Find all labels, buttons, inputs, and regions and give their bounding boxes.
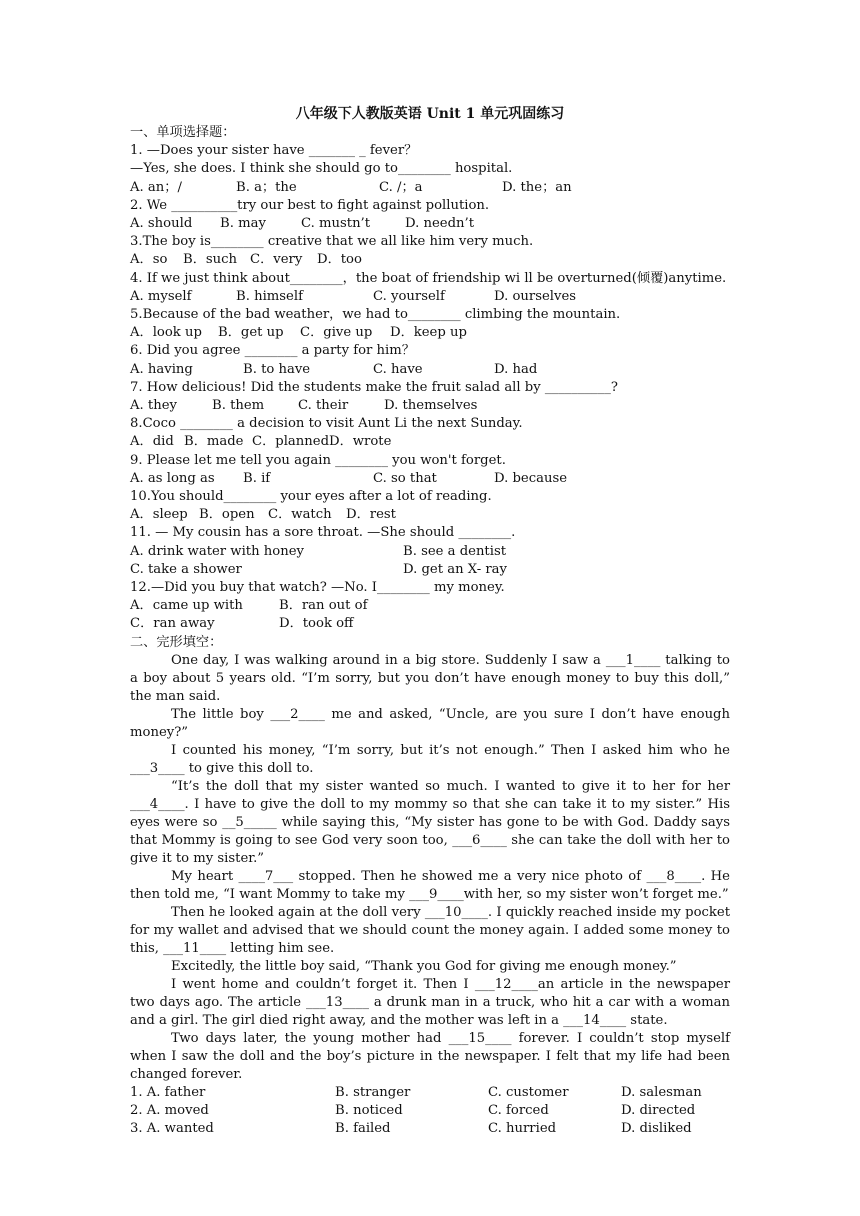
option-d: D．took off [279, 616, 354, 632]
option-b: B. himself [236, 288, 303, 304]
question-1-options [130, 179, 730, 197]
option-d: D．rest [346, 507, 396, 523]
question-3-stem: 3.The boy is________ creative that we all like him very much. [130, 234, 534, 250]
question-12-stem: 12.—Did you buy that watch? —No. I________ my money. [130, 580, 505, 596]
option-a: A. myself [130, 288, 192, 304]
option-a: A. having [130, 361, 193, 377]
option-a: A．came up with [130, 598, 243, 614]
passage-paragraph: I went home and couldn’t forget it. Then I ___12____an article in the newspaper two days ago. The article ___13____ a drunk man in a truck, who hit a car with a woman and a girl. The girl died right away, and the mother was left in a ___14____ state. [130, 976, 730, 1028]
passage-paragraph: The little boy ___2____ me and asked, “Uncle, are you sure I don’t have enough money?” [130, 706, 730, 740]
question-9-stem: 9. Please let me tell you again ________ you won't forget. [130, 452, 506, 468]
question-4-options [130, 288, 730, 306]
option-d: D. get an X- ray [403, 561, 507, 577]
passage-paragraph: Two days later, the young mother had ___15____ forever. I couldn’t stop myself when I saw the doll and the boy’s picture in the newspaper. I felt that my life had been changed forever. [130, 1030, 730, 1082]
option-c: C．ran away [130, 616, 215, 632]
option-b: B．open [199, 507, 255, 523]
option-b: B. them [212, 398, 265, 414]
passage-paragraph: My heart ____7___ stopped. Then he showed me a very nice photo of ___8____. He then told me, “I want Mommy to take my ___9____with her, so my sister won’t forget me.” [130, 868, 730, 902]
question-12-options-row1 [130, 597, 730, 615]
option-d: D. needn’t [405, 216, 475, 232]
option-a: A. drink water with honey [130, 543, 304, 559]
question-8-stem: 8.Coco ________ a decision to visit Aunt Li the next Sunday. [130, 416, 523, 432]
option-c: C. customer [488, 1084, 569, 1100]
option-a: 3. A. wanted [130, 1121, 214, 1137]
passage-paragraph: Excitedly, the little boy said, “Thank you God for giving me enough money.” [171, 958, 677, 974]
option-a: 1. A. father [130, 1084, 206, 1100]
question-3-options [130, 251, 730, 269]
option-b: B. if [243, 470, 271, 486]
question-12-options-row2 [130, 615, 730, 633]
passage-paragraph: I counted his money, “I’m sorry, but it’s not enough.” Then I asked him who he ___3____ to give this doll to. [130, 742, 730, 776]
option-b: B．such [183, 252, 238, 268]
passage-paragraph: One day, I was walking around in a big store. Suddenly I saw a ___1____ talking to a boy about 5 years old. “I’m sorry, but you don’t have enough money to buy this doll,” the man said. [130, 652, 730, 704]
option-c: C．give up [300, 325, 373, 341]
worksheet-page [130, 105, 730, 1139]
option-b: B. noticed [335, 1103, 403, 1119]
question-11-stem: 11. — My cousin has a sore throat. —She should ________. [130, 525, 516, 541]
option-d: D. directed [621, 1103, 696, 1119]
option-b: B. to have [243, 361, 311, 377]
option-d: D. disliked [621, 1121, 692, 1137]
option-c: C. so that [373, 470, 437, 486]
option-b: B．made [184, 434, 244, 450]
question-10-stem: 10.You should________ your eyes after a lot of reading. [130, 489, 492, 505]
option-a: A. an；/ [130, 179, 182, 195]
question-9-options [130, 470, 730, 488]
option-a: 2. A. moved [130, 1103, 209, 1119]
worksheet-title: 八年级下人教版英语 Unit 1 单元巩固练习 [295, 106, 565, 122]
cloze-options-2 [130, 1102, 730, 1120]
cloze-options-1 [130, 1084, 730, 1102]
option-d: D. ourselves [494, 288, 577, 304]
option-c: C. /；a [379, 179, 423, 195]
question-2-options [130, 215, 730, 233]
option-c: C. hurried [488, 1121, 557, 1137]
option-d: D. salesman [621, 1084, 702, 1100]
option-d: D．wrote [329, 434, 392, 450]
option-a: A. they [130, 398, 177, 414]
question-11-options-row1 [130, 543, 730, 561]
question-8-options [130, 433, 730, 451]
option-c: C. yourself [373, 288, 445, 304]
option-a: A．sleep [130, 507, 188, 523]
option-b: B. a；the [236, 179, 297, 195]
cloze-options-3 [130, 1120, 730, 1138]
passage-paragraph: Then he looked again at the doll very ___10____. I quickly reached inside my pocket for my wallet and advised that we should count the money again. I added some money to this, ___11____ letting him see. [130, 904, 730, 956]
option-c: C. mustn’t [301, 216, 371, 232]
option-a: A. should [130, 216, 193, 232]
question-4-stem: 4. If we just think about________，the boat of friendship wi ll be overturned(倾覆)anytime. [130, 270, 727, 286]
question-10-options [130, 506, 730, 524]
question-2-stem: 2. We __________try our best to fight against pollution. [130, 197, 490, 213]
option-b: B．get up [218, 325, 284, 341]
passage-paragraph: “It’s the doll that my sister wanted so much. I wanted to give it to her for her ___4____. I have to give the doll to my mommy so that she can take it to my sister.” His eyes were so __5_____ while saying this, “My sister has gone to be with God. Daddy says that Mommy is going to see God very soon too, ___6____ she can take the doll with her to give it to my sister.” [130, 778, 730, 866]
question-11-options-row2 [130, 561, 730, 579]
option-d: D. had [494, 361, 538, 377]
option-d: D. themselves [384, 398, 478, 414]
option-d: D．keep up [390, 325, 467, 341]
option-c: C．planned [252, 434, 330, 450]
option-c: C. forced [488, 1103, 549, 1119]
option-b: B. see a dentist [403, 543, 507, 559]
option-b: B. may [220, 216, 266, 232]
section-heading-cloze: 二、完形填空： [130, 634, 223, 650]
option-a: A．so [130, 252, 168, 268]
question-5-stem: 5.Because of the bad weather，we had to________ climbing the mountain. [130, 307, 621, 323]
option-c: C. have [373, 361, 423, 377]
question-7-options [130, 397, 730, 415]
option-b: B．ran out of [279, 598, 368, 614]
option-c: C. their [298, 398, 349, 414]
option-b: B. stranger [335, 1084, 411, 1100]
option-d: D. because [494, 470, 568, 486]
question-6-stem: 6. Did you agree ________ a party for him？ [130, 343, 415, 359]
question-1-stem-line2: —Yes, she does. I think she should go to________ hospital. [130, 161, 513, 177]
option-a: A．look up [130, 325, 202, 341]
option-b: B. failed [335, 1121, 391, 1137]
question-7-stem: 7. How delicious! Did the students make the fruit salad all by __________? [130, 379, 618, 395]
question-1-stem: 1. —Does your sister have _______ _ fever？ [130, 143, 418, 159]
option-d: D. the；an [502, 179, 572, 195]
section-heading-choice: 一、单项选择题： [130, 125, 236, 140]
option-c: C. take a shower [130, 561, 242, 577]
option-d: D．too [317, 252, 362, 268]
option-a: A. as long as [130, 470, 215, 486]
option-c: C．watch [268, 507, 332, 523]
question-6-options [130, 361, 730, 379]
option-c: C．very [250, 252, 303, 268]
question-5-options [130, 324, 730, 342]
option-a: A．did [130, 434, 174, 450]
